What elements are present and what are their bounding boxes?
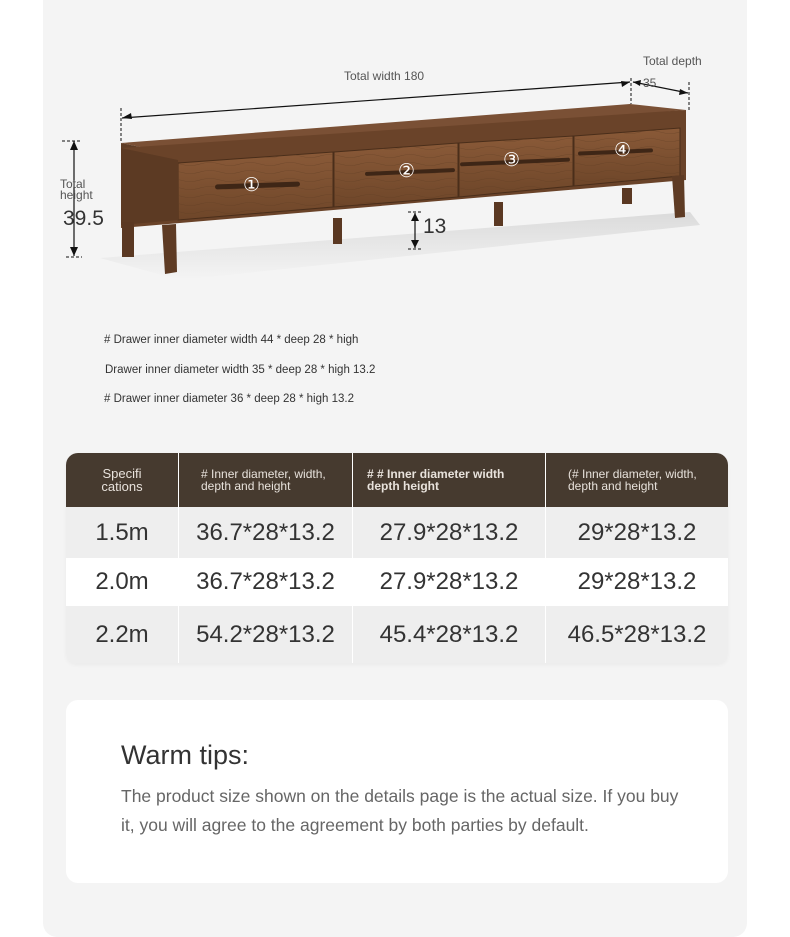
header-text: depth and height [201, 479, 291, 493]
table-cell: 27.9*28*13.2 [353, 507, 546, 558]
header-text: (# Inner diameter, width, [568, 467, 697, 481]
header-cell-col1 [179, 453, 353, 507]
header-cell-col3 [546, 453, 728, 507]
warm-tips-body: The product size shown on the details page is the actual size. If you buy it, you will agree to the agreement by both parties by default. [121, 786, 679, 835]
table-cell-size: 1.5m [66, 507, 179, 558]
table-cell: 29*28*13.2 [577, 518, 697, 546]
total-width-label: Total width 180 [344, 69, 425, 83]
product-dimension-diagram [0, 0, 790, 300]
header-cell-specifications [66, 453, 179, 507]
table-row [66, 558, 728, 606]
total-height-value: 39.5 [63, 207, 104, 230]
drawer-note: # Drawer inner diameter width 44 * deep 28 * high [104, 334, 359, 346]
total-depth-label: Total depth [643, 54, 702, 68]
drawer-note: # Drawer inner diameter 36 * deep 28 * high 13.2 [104, 393, 354, 405]
table-cell-size: 2.0m [66, 558, 179, 606]
table-cell: 36.7*28*13.2 [179, 558, 353, 606]
total-height-label-line1: Total [60, 177, 86, 191]
table-cell: 54.2*28*13.2 [179, 606, 353, 663]
warm-tips-title: Warm tips: [121, 740, 249, 770]
table-cell-size: 2.2m [66, 606, 179, 663]
table-row [66, 606, 728, 663]
header-text: Specifi [102, 466, 142, 481]
table-cell: 45.4*28*13.2 [353, 606, 546, 663]
header-text: depth height [367, 479, 439, 493]
drawer-2 [334, 143, 458, 207]
header-text: cations [101, 479, 143, 494]
table-header-row [66, 453, 728, 507]
specifications-table [66, 453, 728, 663]
total-depth-value: 35 [643, 76, 657, 90]
table-row [66, 507, 728, 558]
table-cell: 36.7*28*13.2 [179, 507, 353, 558]
drawer-marker-4: ④ [614, 140, 632, 161]
table-cell: 27.9*28*13.2 [353, 558, 546, 606]
table-cell: 29*28*13.2 [577, 568, 697, 595]
total-height-label-line2: height [60, 188, 93, 202]
header-cell-col2 [353, 453, 546, 507]
drawer-marker-3: ③ [503, 150, 521, 171]
drawer-marker-2: ② [398, 161, 416, 182]
drawer-note: Drawer inner diameter width 35 * deep 28 * high 13.2 [105, 364, 376, 376]
drawer-marker-1: ① [243, 175, 261, 196]
warm-tips-card [66, 700, 728, 883]
tv-cabinet-illustration [0, 0, 790, 300]
header-text: # # Inner diameter width [367, 467, 505, 481]
header-text: # Inner diameter, width, [201, 467, 326, 481]
header-text: depth and height [568, 479, 658, 493]
table-cell: 46.5*28*13.2 [567, 620, 707, 648]
leg-height-value: 13 [423, 215, 447, 238]
